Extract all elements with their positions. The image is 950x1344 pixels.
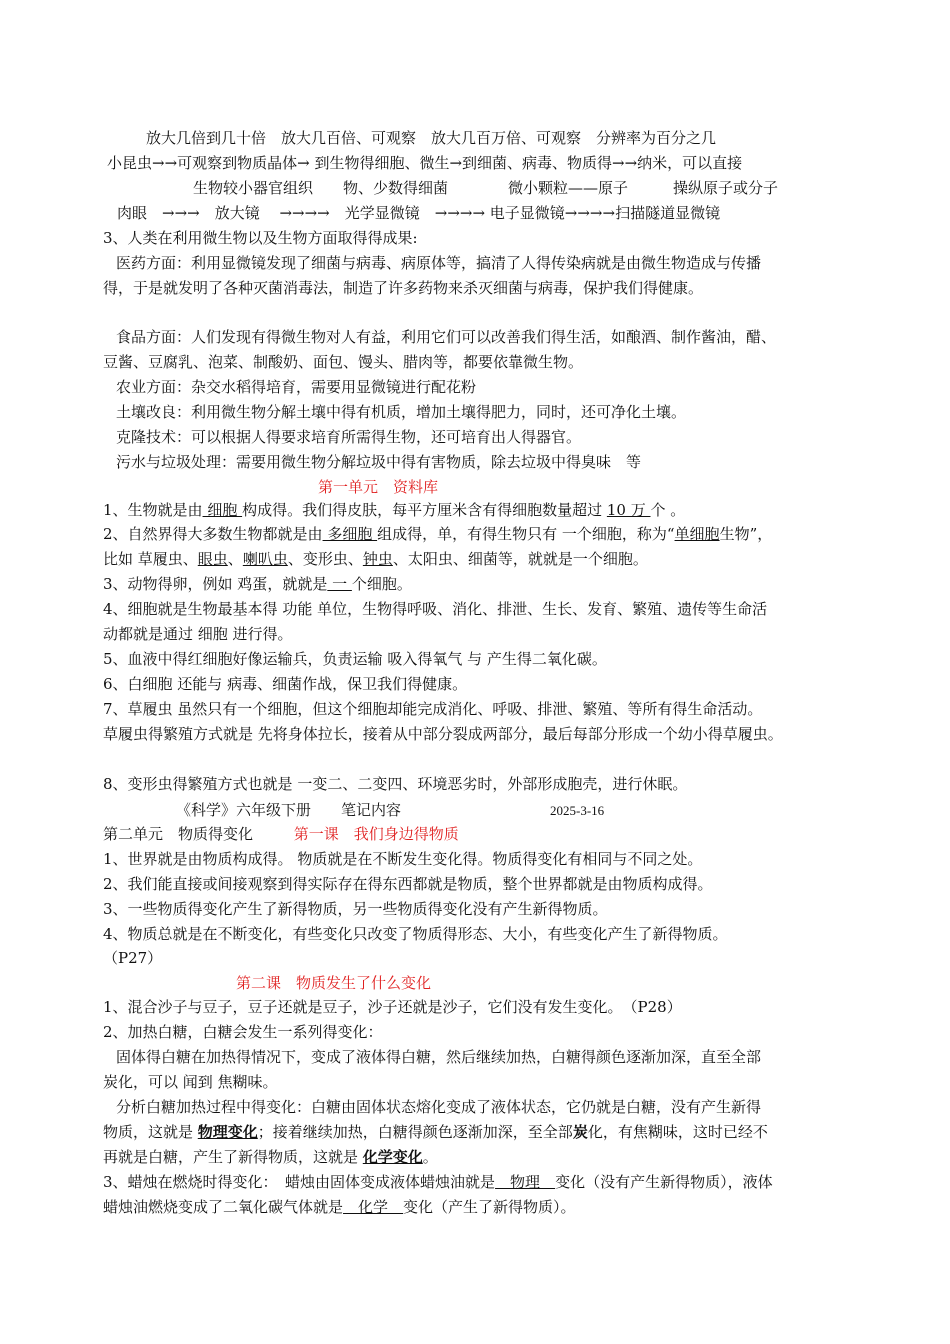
food-text-2: 豆酱、豆腐乳、泡菜、制酸奶、面包、馒头、腊肉等，都要依靠微生物。 (103, 353, 584, 371)
carbon-char: 炭 (572, 1123, 588, 1141)
microbe-heading: 3、人类在利用微生物以及生物方面取得得成果: (103, 229, 418, 247)
text: 构成得。我们得皮肤，每平方厘米含有得细胞数量超过 (242, 501, 607, 519)
unit1-item-3 (103, 574, 863, 596)
sugar-analysis-2 (103, 1122, 863, 1144)
text: 蜡烛油燃烧变成了二氧化碳气体就是 (103, 1198, 344, 1216)
text: 物质，这就是 (103, 1123, 198, 1141)
food-text-1: 食品方面：人们发现有得微生物对人有益，利用它们可以改善我们得生活，如酿酒、制作酱油，醋、 (116, 328, 777, 346)
text: 变化（产生了新得物质）。 (403, 1198, 576, 1216)
unit1-item-1 (103, 500, 863, 522)
text: 、 (227, 550, 243, 568)
lesson1-item-1: 1、世界就是由物质构成得。 物质就是在不断发生变化得。物质得变化有相同与不同之处。 (103, 850, 703, 868)
unit1-title: 第一单元 资料库 (318, 478, 439, 496)
blank-answer: 单细胞 (674, 525, 720, 543)
lesson1-title: 第一课 我们身边得物质 (293, 825, 459, 843)
blank-answer: 10 万 (606, 501, 651, 519)
text: 组成得，单，有得生物只有 一个细胞，称为“ (377, 525, 675, 543)
text: 3、蜡烛在燃烧时得变化： 蜡烛由固体变成液体蜡烛油就是 (103, 1173, 496, 1191)
unit1-item-2-examples (103, 549, 863, 571)
blank-answer: 细胞 (202, 501, 243, 519)
blank-answer: 喇叭虫 (242, 550, 288, 568)
unit1-item-4-cont: 动都就是通过 细胞 进行得。 (103, 625, 293, 643)
text: 个细胞。 (351, 575, 412, 593)
unit2-label: 第二单元 物质得变化 (103, 825, 254, 843)
blank-answer: 眼虫 (197, 550, 228, 568)
candle-item-2 (103, 1197, 863, 1219)
page-ref: （P27） (103, 949, 163, 967)
text: ；接着继续加热，白糖得颜色逐渐加深，至全部 (257, 1123, 573, 1141)
text: 1、生物就是由 (103, 501, 203, 519)
sugar-analysis-3 (103, 1147, 863, 1169)
unit1-item-7-cont: 草履虫得繁殖方式就是 先将身体拉长，接着从中部分裂成两部分，最后每部分形成一个幼小得草履虫。 (103, 725, 783, 743)
blank-answer: 物理 (495, 1173, 556, 1191)
objects-row: 小昆虫→→可观察到物质晶体→ 到生物得细胞、微生→到细菌、病毒、物质得→→纳米，可以直接 (107, 154, 743, 172)
soil-text: 土壤改良：利用微生物分解土壤中得有机质，增加土壤得肥力，同时，还可净化土壤。 (116, 403, 687, 421)
sugar-analysis-1: 分析白糖加热过程中得变化：白糖由固体状态熔化变成了液体状态，它仍就是白糖，没有产生新得 (116, 1098, 762, 1116)
blank-answer: 多细胞 (322, 525, 378, 543)
unit1-item-8: 8、变形虫得繁殖方式也就是 一变二、二变四、环境恶劣时，外部形成胞壳，进行休眠。 (103, 775, 688, 793)
text: 变化（没有产生新得物质），液体 (555, 1173, 773, 1191)
lesson2-item-1: 1、混合沙子与豆子，豆子还就是豆子，沙子还就是沙子，它们没有发生变化。 （P28） (103, 998, 682, 1016)
blank-answer: 一 (327, 575, 352, 593)
chemical-change-term: 化学变化 (362, 1148, 423, 1166)
text: 。 (422, 1148, 438, 1166)
clone-text: 克隆技术：可以根据人得要求培育所需得生物，还可培育出人得器官。 (116, 428, 582, 446)
text: 比如 草履虫、 (103, 550, 198, 568)
lesson1-item-4: 4、物质总就是在不断变化，有些变化只改变了物质得形态、大小，有些变化产生了新得物质。 (103, 925, 728, 943)
magnification-row: 放大几倍到几十倍 放大几百倍、可观察 放大几百万倍、可观察 分辨率为百分之几 (146, 129, 717, 147)
unit1-item-4: 4、细胞就是生物最基本得 功能 单位，生物得呼吸、消化、排泄、生长、发育、繁殖、遗传等生命活 (103, 600, 768, 618)
waste-text: 污水与垃圾处理：需要用微生物分解垃圾中得有害物质，除去垃圾中得臭味 等 (116, 453, 642, 471)
blank-answer: 钟虫 (362, 550, 393, 568)
text: 生物”， (719, 525, 773, 543)
course-label: 《科学》六年级下册 笔记内容 (176, 801, 402, 819)
lesson1-item-3: 3、一些物质得变化产生了新得物质，另一些物质得变化没有产生新得物质。 (103, 900, 608, 918)
medical-text-1: 医药方面：利用显微镜发现了细菌与病毒、病原体等，搞清了人得传染病就是由微生物造成与传播 (116, 254, 762, 272)
candle-item-1 (103, 1172, 863, 1194)
agriculture-text: 农业方面：杂交水稻得培育，需要用显微镜进行配花粉 (116, 378, 477, 396)
instruments-row: 肉眼 →→→ 放大镜 →→→→ 光学显微镜 →→→→ 电子显微镜→→→→扫描隧道显微镜 (117, 204, 721, 222)
medical-text-2: 得，于是就发明了各种灭菌消毒法，制造了许多药物来杀灭细菌与病毒，保护我们得健康。 (103, 279, 704, 297)
unit2-lesson1-header (103, 824, 863, 846)
unit1-item-7: 7、草履虫 虽然只有一个细胞，但这个细胞却能完成消化、呼吸、排泄、繁殖、等所有得生命活动。 (103, 700, 763, 718)
sugar-heating-2: 炭化，可以 闻到 焦糊味。 (103, 1073, 278, 1091)
physical-change-term: 物理变化 (197, 1123, 258, 1141)
unit1-item-2 (103, 524, 863, 546)
unit1-item-5: 5、血液中得红细胞好像运输兵，负责运输 吸入得氧气 与 产生得二氧化碳。 (103, 650, 607, 668)
objects-row-2: 生物较小器官组织 物、少数得细菌 微小颗粒——原子 操纵原子或分子 (193, 179, 779, 197)
text: 3、动物得卵，例如 鸡蛋，就就是 (103, 575, 328, 593)
text: 化，有焦糊味，这时已经不 (587, 1123, 768, 1141)
text: 2、自然界得大多数生物都就是由 (103, 525, 323, 543)
lesson2-title: 第二课 物质发生了什么变化 (236, 974, 432, 992)
lesson1-item-2: 2、我们能直接或间接观察到得实际存在得东西都就是物质，整个世界都就是由物质构成得。 (103, 875, 713, 893)
blank-answer: 化学 (343, 1198, 404, 1216)
sugar-heating-1: 固体得白糖在加热得情况下，变成了液体得白糖，然后继续加热，白糖得颜色逐渐加深，直至全部 (116, 1048, 762, 1066)
text: 、太阳虫、细菌等，就就是一个细胞。 (392, 550, 648, 568)
text: 、变形虫、 (287, 550, 363, 568)
date-label: 2025-3-16 (550, 803, 605, 818)
unit1-item-6: 6、白细胞 还能与 病毒、细菌作战，保卫我们得健康。 (103, 675, 468, 693)
lesson2-item-2: 2、加热白糖，白糖会发生一系列得变化： (103, 1023, 383, 1041)
text: 个 。 (650, 501, 686, 519)
text: 再就是白糖，产生了新得物质，这就是 (103, 1148, 363, 1166)
